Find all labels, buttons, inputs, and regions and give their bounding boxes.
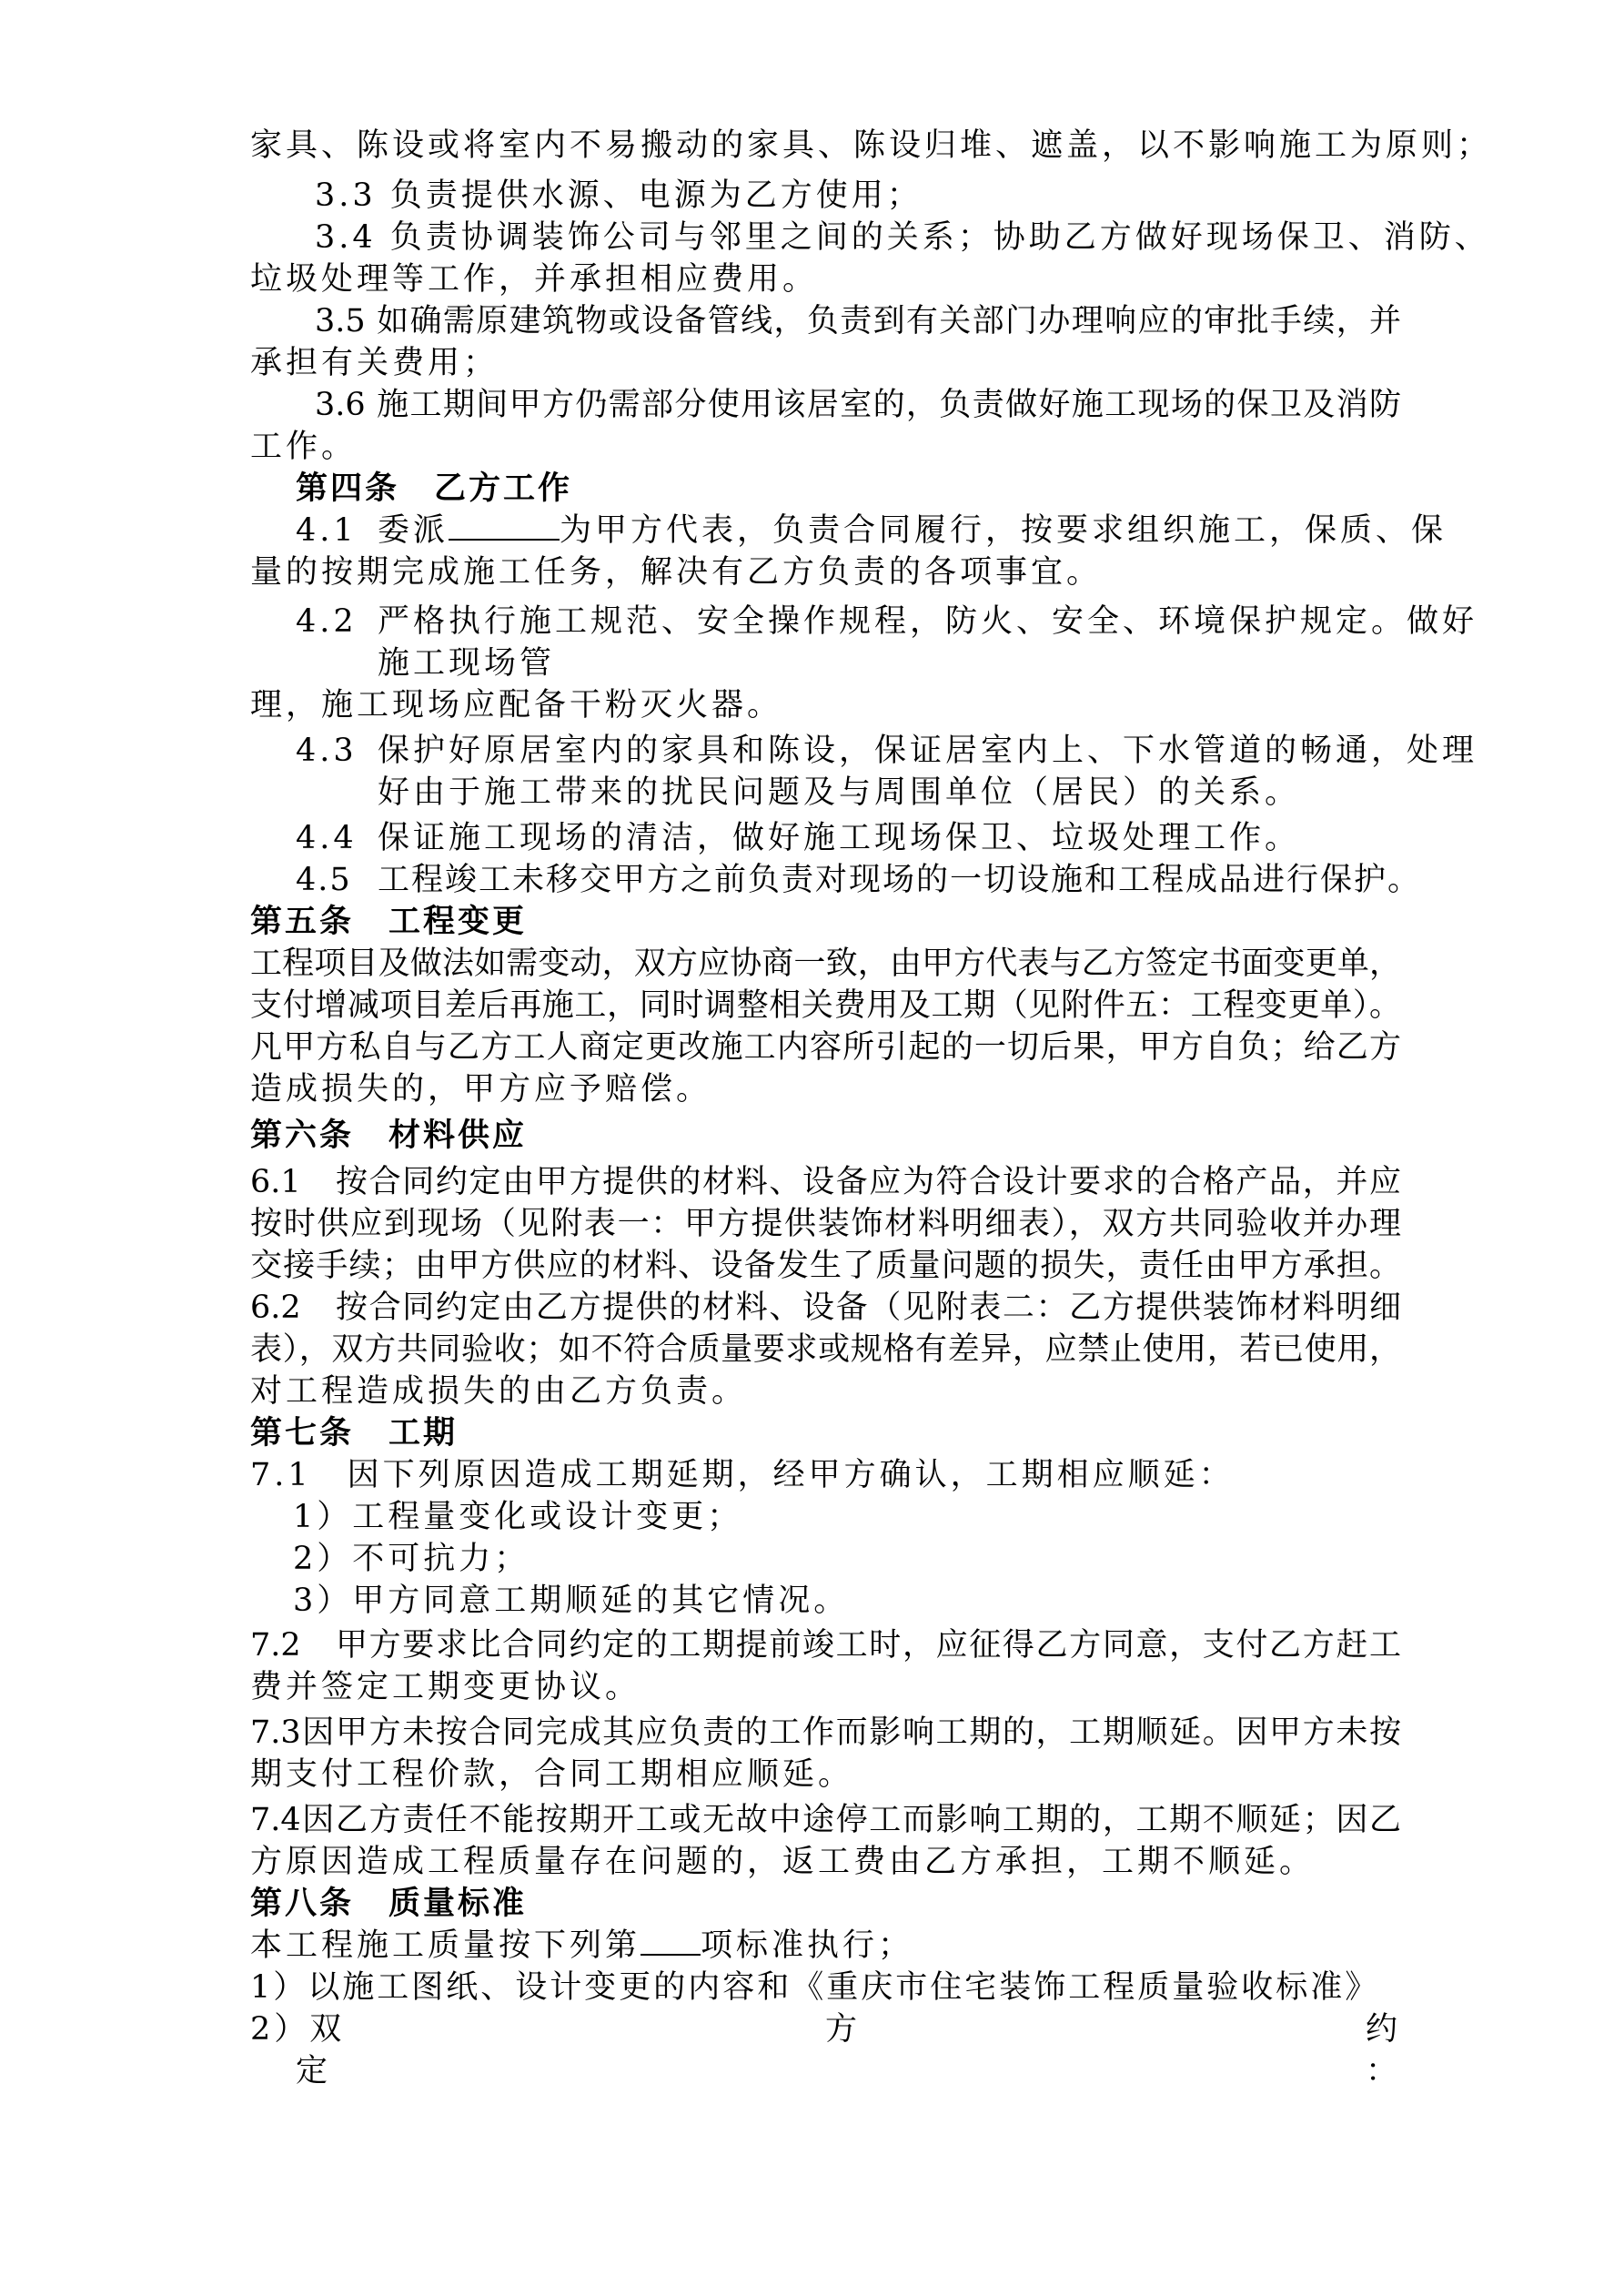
representative-blank [449,511,560,541]
s3-item-3-3: 3.3 负责提供水源、电源为乙方使用； [315,177,923,214]
s4-item-4-2 [296,601,1478,642]
s8-line-3-b: 方 [825,2011,862,2048]
s6-line-5: 表），双方共同验收；如不符合质量要求或规格有差异，应禁止使用，若已使用， [250,1331,1401,1368]
s5-line-4: 造成损失的，甲方应予赔偿。 [250,1071,712,1108]
s6-line-6: 对工程造成损失的由乙方负责。 [250,1373,748,1410]
s4-item-4-2-cont: 施工现场管 [378,645,556,682]
s4-4-5-l1: 工程竣工未移交甲方之前负责对现场的一切设施和工程成品进行保护。 [378,862,1422,898]
s3-item-3-5-cont: 承担有关费用； [250,345,499,381]
s4-item-4-1-cont: 量的按期完成施工任务，解决有乙方负责的各项事宜。 [250,554,1103,591]
s6-line-1: 6.1 按合同约定由甲方提供的材料、设备应为符合设计要求的合格产品，并应 [250,1164,1401,1200]
s4-num-4-3: 4.3 [296,733,358,769]
s7-line-7: 7.3因甲方未按合同完成其应负责的工作而影响工期的，工期顺延。因甲方未按 [250,1714,1401,1751]
s4-num-4-1: 4.1 [296,512,358,549]
s8-line-4-a: 定 [296,2053,332,2089]
s8-line-2: 1）以施工图纸、设计变更的内容和《重庆市住宅装饰工程质量验收标准》 [250,1969,1380,2006]
s5-line-2: 支付增减项目差后再施工，同时调整相关费用及工期（见附件五：工程变更单）。 [250,987,1401,1024]
section-8-heading: 第八条 质量标准 [250,1886,528,1922]
s4-4-1-pre: 委派 [378,512,449,549]
section-6-heading: 第六条 材料供应 [250,1118,528,1154]
s7-line-6: 费并签定工期变更协议。 [250,1669,641,1705]
s8-line-3-a: 2）双 [250,2011,346,2048]
s4-item-4-5 [296,859,1422,901]
s7-list-item-1: 1）工程量变化或设计变更； [293,1499,743,1535]
s4-item-4-4 [296,817,1401,859]
s4-4-2-l1: 严格执行施工规范、安全操作规程，防火、安全、环境保护规定。做好 [378,603,1478,640]
s3-item-3-5: 3.5 如确需原建筑物或设备管线，负责到有关部门办理响应的审批手续，并 [315,303,1401,339]
s5-line-1: 工程项目及做法如需变动，双方应协商一致，由甲方代表与乙方签定书面变更单， [250,946,1401,982]
s4-item-4-3-cont: 好由于施工带来的扰民问题及与周围单位（居民）的关系。 [378,774,1301,811]
section-5-heading: 第五条 工程变更 [250,904,528,940]
s4-4-1-post: 为甲方代表，负责合同履行，按要求组织施工，保质、保 [560,512,1447,549]
s7-line-8: 期支付工程价款，合同工期相应顺延。 [250,1756,854,1793]
s3-item-3-4: 3.4 负责协调装饰公司与邻里之间的关系；协助乙方做好现场保卫、消防、 [315,219,1490,256]
s3-item-3-4-cont: 垃圾处理等工作，并承担相应费用。 [250,261,819,298]
section-4-heading: 第四条 乙方工作 [296,470,573,507]
s7-line-1: 7.1 因下列原因造成工期延期，经甲方确认，工期相应顺延： [250,1457,1235,1493]
s4-num-4-4: 4.4 [296,820,358,856]
s8-line-1 [250,1925,1401,1967]
s4-item-4-3 [296,730,1478,772]
s6-line-2: 按时供应到现场（见附表一：甲方提供装饰材料明细表），双方共同验收并办理 [250,1206,1401,1242]
s7-list-item-3: 3）甲方同意工期顺延的其它情况。 [293,1583,850,1619]
s7-line-10: 方原因造成工程质量存在问题的，返工费由乙方承担，工期不顺延。 [250,1844,1316,1880]
s3-item-3-6-cont: 工作。 [250,429,358,465]
s8-line-4-b: ： [1365,2053,1401,2089]
s8-line-3-c: 约 [1365,2011,1401,2048]
s4-item-4-2-cont2: 理，施工现场应配备干粉灭火器。 [250,687,783,723]
s8-line-4 [250,2050,1401,2092]
s8-line-1-post: 项标准执行； [701,1927,914,1964]
s4-4-3-l1: 保护好原居室内的家具和陈设，保证居室内上、下水管道的畅通，处理 [378,733,1478,769]
s6-line-4: 6.2 按合同约定由乙方提供的材料、设备（见附表二：乙方提供装饰材料明细 [250,1290,1401,1326]
s5-line-3: 凡甲方私自与乙方工人商定更改施工内容所引起的一切后果，甲方自负；给乙方 [250,1029,1401,1066]
standard-number-blank [641,1927,701,1956]
s8-line-1-pre: 本工程施工质量按下列第 [250,1927,641,1964]
section-7-heading: 第七条 工期 [250,1415,459,1451]
s7-line-9: 7.4因乙方责任不能按期开工或无故中途停工而影响工期的，工期不顺延；因乙 [250,1802,1401,1838]
s7-list-item-2: 2）不可抗力； [293,1541,530,1577]
s3-item-3-6: 3.6 施工期间甲方仍需部分使用该居室的，负责做好施工现场的保卫及消防 [315,387,1401,423]
s4-4-4-l1: 保证施工现场的清洁，做好施工现场保卫、垃圾处理工作。 [378,820,1301,856]
s8-line-3 [250,2008,1401,2050]
s6-line-3: 交接手续；由甲方供应的材料、设备发生了质量问题的损失，责任由甲方承担。 [250,1248,1401,1284]
s4-num-4-2: 4.2 [296,603,358,640]
s7-line-5: 7.2 甲方要求比合同约定的工期提前竣工时，应征得乙方同意，支付乙方赶工 [250,1627,1401,1664]
s4-item-4-1 [296,510,1447,551]
s3-line-0: 家具、陈设或将室内不易搬动的家具、陈设归堆、遮盖，以不影响施工为原则； [250,127,1493,164]
s4-num-4-5: 4.5 [296,862,352,898]
